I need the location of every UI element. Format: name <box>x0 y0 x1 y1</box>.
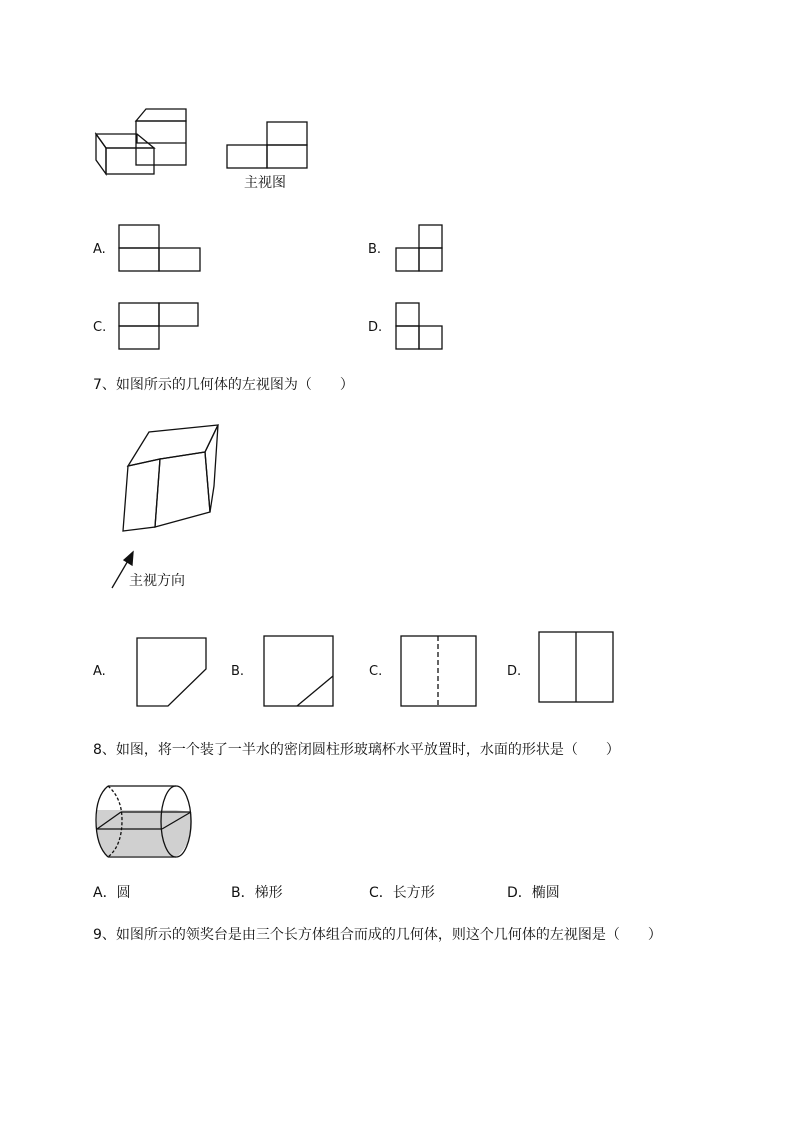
q6-option-d-label[interactable]: D. <box>368 320 383 335</box>
q7-option-a-label[interactable]: A. <box>93 664 106 679</box>
q6-main-view-caption: 主视图 <box>244 175 286 191</box>
q9-question-text: 9、如图所示的领奖台是由三个长方体组合而成的几何体，则这个几何体的左视图是（ ） <box>93 927 662 943</box>
q6-option-b-label[interactable]: B. <box>368 242 382 257</box>
q7-direction-caption: 主视方向 <box>129 573 185 589</box>
q6-option-a-label[interactable]: A. <box>93 242 106 257</box>
q6-option-c-label[interactable]: C. <box>93 320 107 335</box>
q7-option-c-label[interactable]: C. <box>369 664 383 679</box>
q7-question-text: 7、如图所示的几何体的左视图为（ ） <box>93 377 354 393</box>
q7-option-d-label[interactable]: D. <box>507 664 522 679</box>
q8-option-b[interactable]: B．梯形 <box>231 885 283 901</box>
q8-question-text: 8、如图，将一个装了一半水的密闭圆柱形玻璃杯水平放置时，水面的形状是（ ） <box>93 742 620 758</box>
q8-option-a[interactable]: A．圆 <box>93 885 131 901</box>
q8-option-c[interactable]: C．长方形 <box>369 885 435 901</box>
q8-option-d[interactable]: D．椭圆 <box>507 885 560 901</box>
q7-option-b-label[interactable]: B. <box>231 664 245 679</box>
